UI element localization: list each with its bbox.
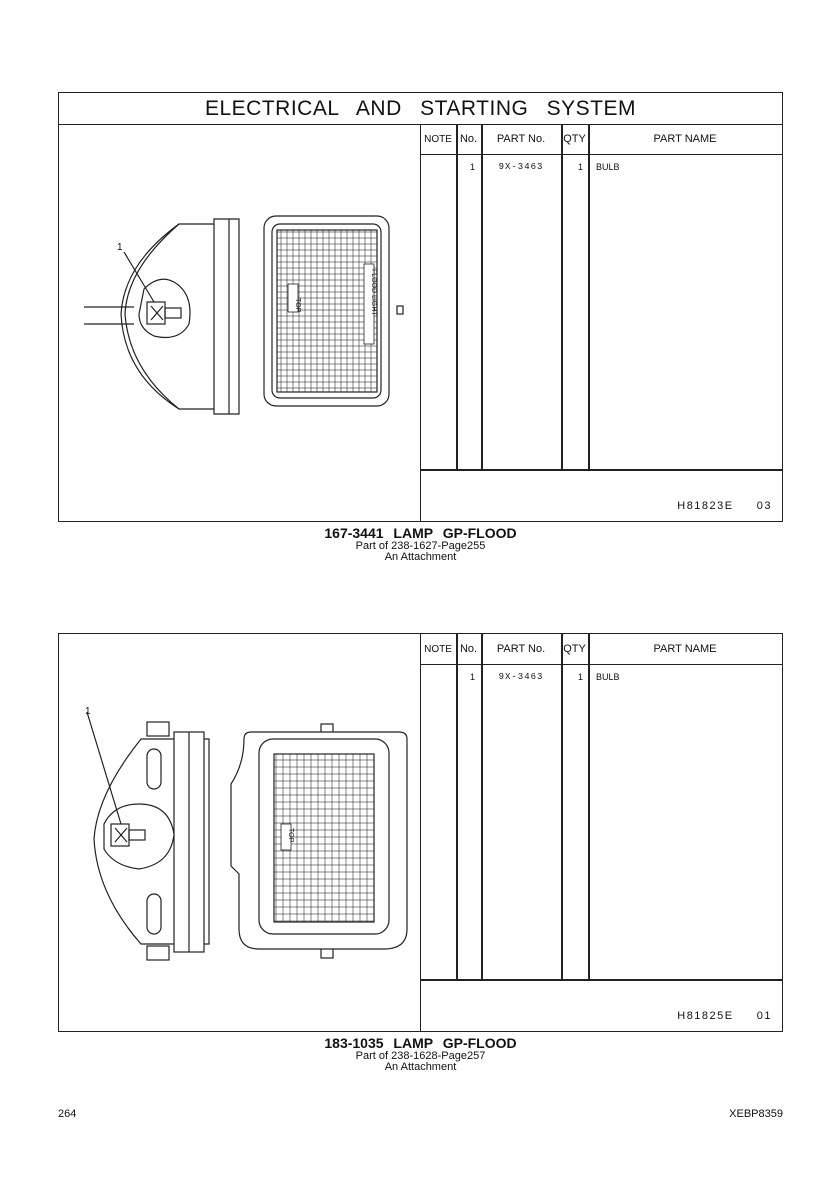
caption-note: An Attachment [384, 551, 457, 563]
illustration-panel [59, 124, 421, 521]
lens-label-top: TOP [287, 828, 294, 843]
ref-number: 01 [756, 1010, 772, 1022]
document-code: XEBP8359 [729, 1108, 783, 1120]
header-note: NOTE [424, 643, 452, 655]
caption-title: 167-3441 LAMP GP-FLOOD [324, 525, 517, 541]
header-no: No. [459, 133, 478, 145]
header-no: No. [459, 643, 478, 655]
header-qty: QTY [563, 643, 586, 655]
cell-part-no: 9X-3463 [498, 162, 544, 172]
lamp-front-view [231, 724, 407, 958]
ref-code: H81825E [677, 1010, 734, 1022]
lamp-side-view [87, 712, 209, 960]
page-number: 264 [58, 1108, 77, 1120]
cell-no: 1 [469, 162, 475, 172]
caption-note: An Attachment [384, 1061, 457, 1073]
table-header [420, 124, 782, 155]
block-2-caption [58, 1035, 783, 1073]
section-title: ELECTRICAL AND STARTING SYSTEM [59, 93, 782, 125]
illustration-panel [59, 634, 421, 1031]
lamp-side-view [84, 219, 239, 414]
parts-table [420, 634, 782, 1031]
lamp-front-view [264, 216, 403, 406]
header-part-name: PART NAME [653, 133, 717, 145]
header-part-no: PART No. [496, 643, 546, 655]
illustration-reference [677, 500, 772, 512]
cell-part-name: BULB [596, 162, 620, 172]
header-part-no: PART No. [496, 133, 546, 145]
cell-no: 1 [469, 672, 475, 682]
header-part-name: PART NAME [653, 643, 717, 655]
cell-qty: 1 [577, 672, 583, 682]
callout-number: 1 [85, 706, 91, 717]
parts-block-1 [58, 92, 783, 522]
lens-label-top: TOP [294, 298, 301, 313]
lens-label-flood: FLOOD LIGHT [370, 269, 377, 316]
callout-number: 1 [117, 242, 123, 253]
block-1-caption [58, 525, 783, 563]
header-qty: QTY [563, 133, 586, 145]
ref-number: 03 [756, 500, 772, 512]
caption-part-of: Part of 238-1628-Page257 [355, 1050, 486, 1062]
caption-part-of: Part of 238-1627-Page255 [355, 540, 486, 552]
cell-part-no: 9X-3463 [498, 672, 544, 682]
parts-block-2 [58, 633, 783, 1032]
ref-code: H81823E [677, 500, 734, 512]
lamp-illustration [59, 634, 419, 1030]
cell-qty: 1 [577, 162, 583, 172]
lamp-illustration [59, 124, 419, 520]
parts-table [420, 124, 782, 521]
cell-part-name: BULB [596, 672, 620, 682]
table-header [420, 634, 782, 665]
caption-title: 183-1035 LAMP GP-FLOOD [324, 1035, 517, 1051]
illustration-reference [677, 1010, 772, 1022]
header-note: NOTE [424, 133, 452, 145]
